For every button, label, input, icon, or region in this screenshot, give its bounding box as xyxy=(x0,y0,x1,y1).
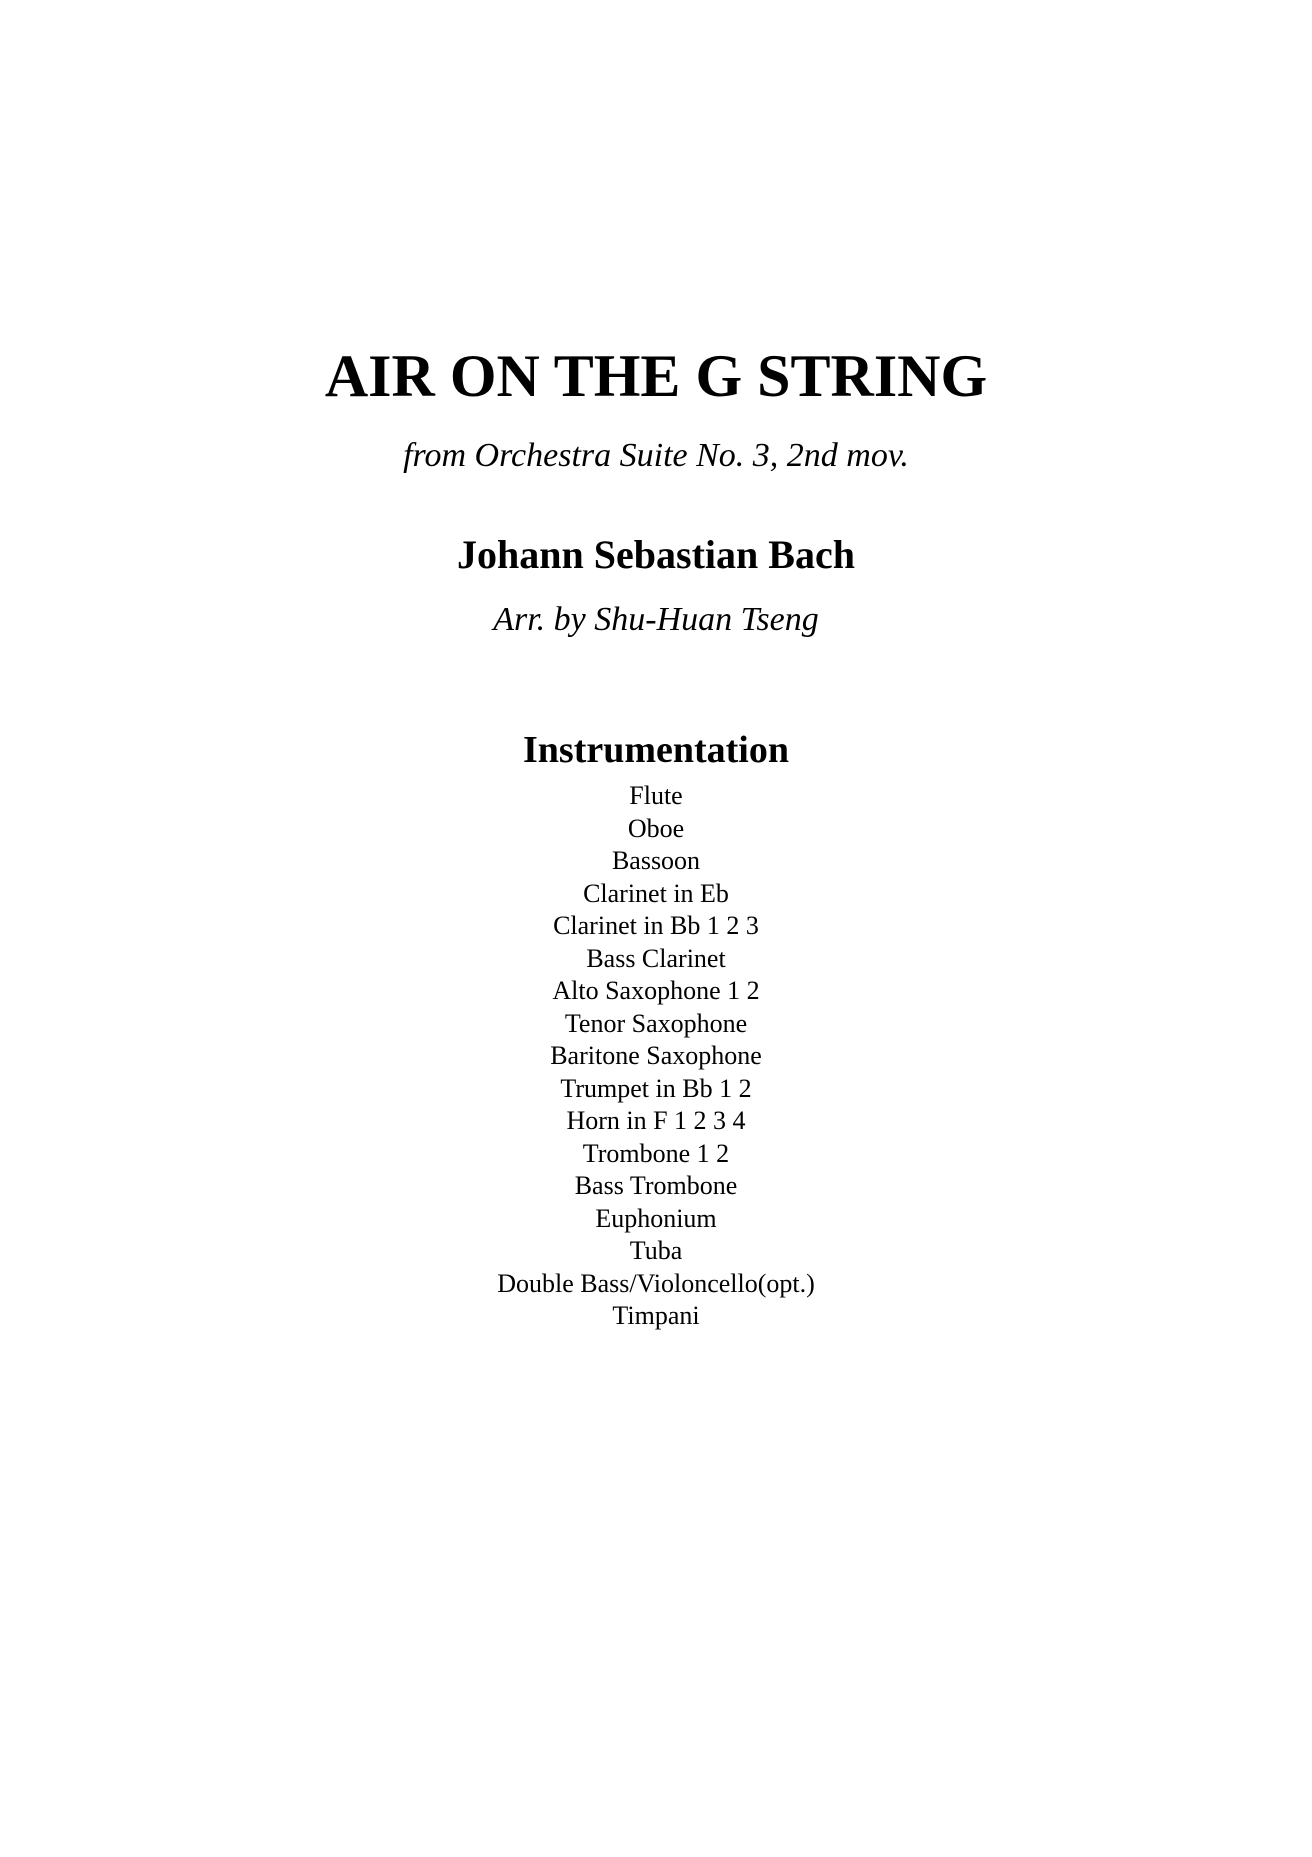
instrument-item: Horn in F 1 2 3 4 xyxy=(566,1106,746,1135)
instrument-item: Tuba xyxy=(629,1236,683,1265)
instrument-item: Clarinet in Bb 1 2 3 xyxy=(553,911,759,940)
instrument-item: Clarinet in Eb xyxy=(583,878,729,908)
instrument-item: Euphonium xyxy=(595,1203,717,1233)
instrument-item: Oboe xyxy=(627,813,685,843)
instrument-item: Bass Trombone xyxy=(574,1171,738,1200)
instrumentation-list xyxy=(0,780,1312,1333)
instrument-item: Timpani xyxy=(612,1301,700,1330)
piece-subtitle: from Orchestra Suite No. 3, 2nd mov. xyxy=(403,437,909,474)
instrument-item: Baritone Saxophone xyxy=(550,1041,762,1070)
instrumentation-heading: Instrumentation xyxy=(522,729,790,771)
instrument-item: Bassoon xyxy=(611,846,701,875)
instrument-item: Double Bass/Violoncello(opt.) xyxy=(497,1268,815,1298)
instrument-item: Bass Clarinet xyxy=(586,943,726,973)
arranger-credit: Arr. by Shu-Huan Tseng xyxy=(493,601,819,638)
instrument-item: Tenor Saxophone xyxy=(564,1008,748,1038)
instrument-item: Alto Saxophone 1 2 xyxy=(552,976,760,1005)
composer-name: Johann Sebastian Bach xyxy=(457,532,855,577)
piece-title: AIR ON THE G STRING xyxy=(324,343,988,409)
instrument-item: Flute xyxy=(629,781,683,810)
instrument-item: Trumpet in Bb 1 2 xyxy=(560,1073,752,1103)
instrument-item: Trombone 1 2 xyxy=(582,1138,730,1168)
